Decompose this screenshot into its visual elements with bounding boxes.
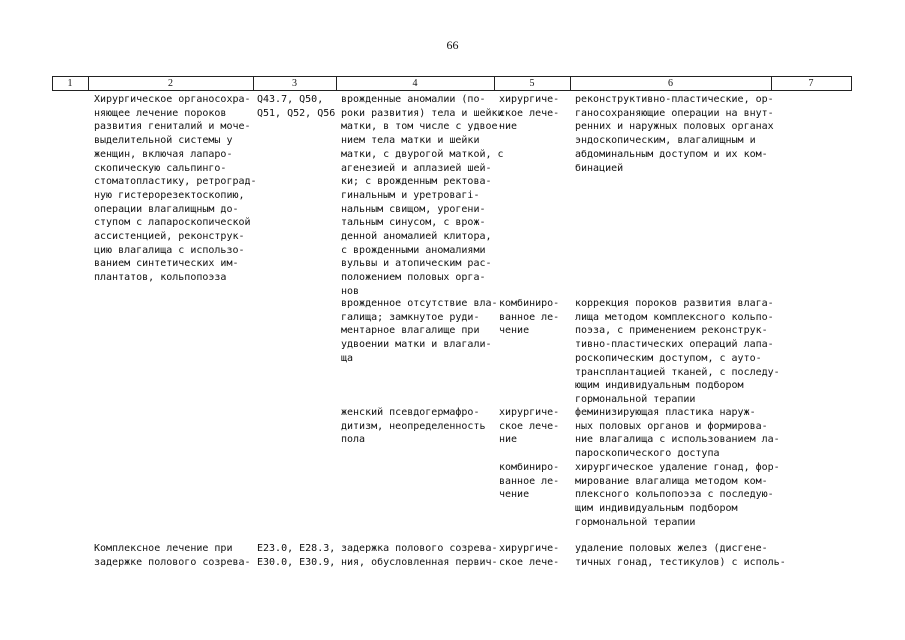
treatment-name-cell: Комплексное лечение при задержке полового созрева- — [94, 543, 251, 568]
treatment-type-cell: хирургиче- ское лече- ние — [499, 407, 560, 446]
patient-model-cell: врожденные аномалии (по- роки развития) тела и шейки матки, в том числе с удвое- нием тела матки и шейки матки, с двурогой маткой, с агенезией и аплазией шей- ки; с врожденным ректова- гинальным и уретровагi- нальным свищом, урогени- тальным синусом, с врож- денной аномалией клитора, с врожденными аномалиями вульвы и атопическим рас- положением половых орга- нов — [341, 94, 504, 297]
treatment-method-cell: коррекция пороков развития влага- лища методом комплексного кольпо- поэза, с применением реконструк- тивно-пластических операций лапа- роскопическим доступом, с ауто- трансплантацией тканей, с последу- ющим индивидуальным подбором гормональной терапии — [575, 298, 780, 405]
column-header-3: 3 — [292, 78, 297, 89]
treatment-type-cell: комбиниро- ванное ле- чение — [499, 462, 560, 501]
treatment-name-cell: Хирургическое органосохра- няющее лечение пороков развития гениталий и моче- выделительной системы у женщин, включая лапаро- скопическую сальпинго- стоматопластику, ретроград- ную гистерорезектоскопию, операции влагалищным до- ступом с лапароскопической ассистенцией, реконструк- цию влагалища с использо- ванием синтетических им- плантатов, кольпопоэза — [94, 94, 257, 284]
column-header-1: 1 — [67, 78, 73, 89]
table-top-border — [52, 76, 852, 77]
table-header-border — [52, 90, 852, 91]
treatment-type-cell: хирургиче- ское лече- — [499, 543, 560, 568]
column-header-2: 2 — [168, 78, 173, 89]
column-header-6: 6 — [668, 78, 673, 89]
treatment-method-cell: реконструктивно-пластические, ор- ганосохраняющие операции на внут- ренних и наружных половых органах эндоскопическим, влагалищным и абдоминальным доступом и их ком- бинацией — [575, 94, 774, 174]
treatment-type-cell: комбиниро- ванное ле- чение — [499, 298, 560, 337]
icd-codes-cell: Q43.7, Q50, Q51, Q52, Q56 — [257, 94, 336, 119]
treatment-method-cell: феминизирующая пластика наруж- ных половых органов и формирова- ние влагалища с использованием ла- пароскопического доступа — [575, 407, 780, 460]
page-number: 66 — [446, 38, 459, 52]
column-header-4: 4 — [412, 78, 418, 89]
treatment-method-cell: удаление половых желез (дисгене- тичных гонад, тестикулов) с исполь- — [575, 543, 786, 568]
icd-codes-cell: E23.0, E28.3, E30.0, E30.9, — [257, 543, 336, 568]
column-header-5: 5 — [529, 78, 535, 89]
patient-model-cell: женский псевдогермафро- дитизм, неопределенность пола — [341, 407, 486, 446]
treatment-type-cell: хирургиче- ское лече- ние — [499, 94, 560, 133]
treatment-method-cell: хирургическое удаление гонад, фор- мирование влагалища методом ком- плексного кольпопоэза с последую- щим индивидуальным подбором гормональной терапии — [575, 462, 780, 528]
patient-model-cell: врожденное отсутствие вла- галища; замкнутое руди- ментарное влагалище при удвоении матки и влагали- ща — [341, 298, 498, 364]
column-header-7: 7 — [808, 78, 814, 89]
patient-model-cell: задержка полового созрева- ния, обусловленная первич- — [341, 543, 498, 568]
table-right-border — [851, 76, 852, 91]
